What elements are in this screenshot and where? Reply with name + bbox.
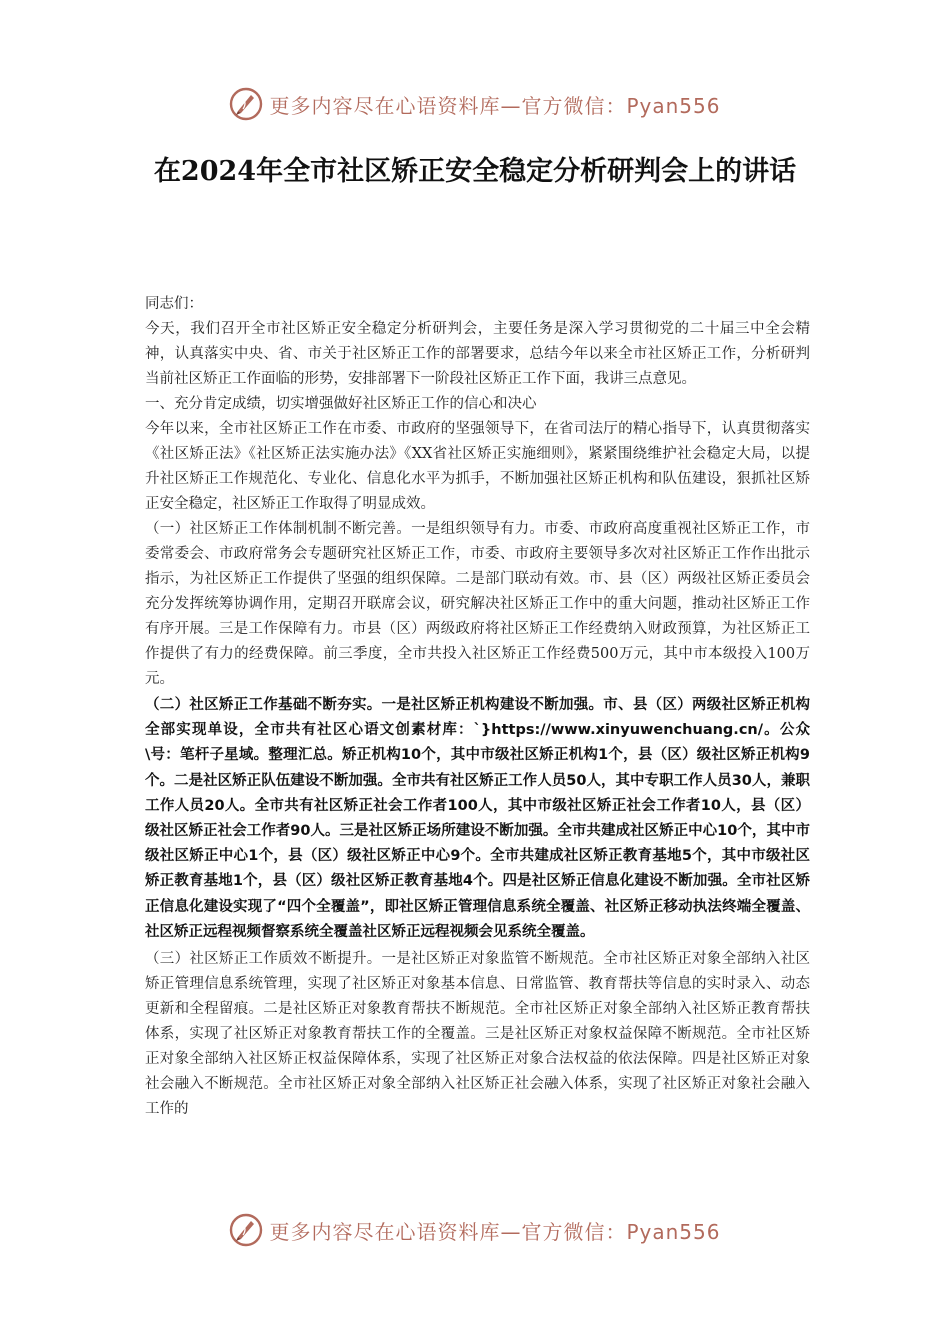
- section-heading: 一、充分肯定成绩，切实增强做好社区矫正工作的信心和决心: [145, 396, 537, 412]
- salutation: 同志们：: [145, 296, 203, 312]
- brand-logo-icon: [229, 87, 263, 121]
- body-paragraph: （三）社区矫正工作质效不断提升。一是社区矫正对象监管不断规范。全市社区矫正对象全部纳入社区矫正管理信息系统管理，实现了社区矫正对象基本信息、日常监管、教育帮扶等信息的实时录入、动态更新和全程留痕。二是社区矫正对象教育帮扶不断规范。全市社区矫正对象全部纳入社区矫正教育帮扶体系，实现了社区矫正对象教育帮扶工作的全覆盖。三是社区矫正对象权益保障不断规范。全市社区矫正对象全部纳入社区矫正权益保障体系，实现了社区矫正对象合法权益的依法保障。四是社区矫正对象社会融入不断规范。全市社区矫正对象全部纳入社区矫正社会融入体系，实现了社区矫正对象社会融入工作的: [145, 951, 810, 1118]
- top-banner: [0, 82, 950, 126]
- brand-logo-icon: [229, 1213, 263, 1247]
- body-paragraph: （一）社区矫正工作体制机制不断完善。一是组织领导有力。市委、市政府高度重视社区矫正工作，市委常委会、市政府常务会专题研究社区矫正工作，市委、市政府主要领导多次对社区矫正工作作出批示指示，为社区矫正工作提供了坚强的组织保障。二是部门联动有效。市、县（区）两级社区矫正委员会充分发挥统筹协调作用，定期召开联席会议，研究解决社区矫正工作中的重大问题，推动社区矫正工作有序开展。三是工作保障有力。市县（区）两级政府将社区矫正工作经费纳入财政预算，为社区矫正工作提供了有力的经费保障。前三季度，全市共投入社区矫正工作经费500万元，其中市本级投入100万元。: [145, 521, 810, 687]
- bottom-banner: [0, 1208, 950, 1252]
- banner-text: 更多内容尽在心语资料库—官方微信：Pyan556: [269, 93, 721, 118]
- intro-paragraph: 今天，我们召开全市社区矫正安全稳定分析研判会，主要任务是深入学习贯彻党的二十届三中全会精神，认真落实中央、省、市关于社区矫正工作的部署要求，总结今年以来全市社区矫正工作，分析研判当前社区矫正工作面临的形势，安排部署下一阶段社区矫正工作下面，我讲三点意见。: [145, 321, 810, 387]
- document-body: [145, 292, 810, 1122]
- body-paragraph-bold: （二）社区矫正工作基础不断夯实。一是社区矫正机构建设不断加强。市、县（区）两级社区矫正机构全部实现单设，全市共有社区心语文创素材库：`}https://www.xinyuwenchuang.cn/。公众\号：笔杆子星域。整理汇总。矫正机构10个，其中市级社区矫正机构1个，县（区）级社区矫正机构9个。二是社区矫正队伍建设不断加强。全市共有社区矫正工作人员50人，其中专职工作人员30人，兼职工作人员20人。全市共有社区矫正社会工作者100人，其中市级社区矫正社会工作者10人，县（区）级社区矫正社会工作者90人。三是社区矫正场所建设不断加强。全市共建成社区矫正中心10个，其中市级社区矫正中心1个，县（区）级社区矫正中心9个。全市共建成社区矫正教育基地5个，其中市级社区矫正教育基地1个，县（区）级社区矫正教育基地4个。四是社区矫正信息化建设不断加强。全市社区矫正信息化建设实现了“四个全覆盖”，即社区矫正管理信息系统全覆盖、社区矫正移动执法终端全覆盖、社区矫正远程视频督察系统全覆盖社区矫正远程视频会见系统全覆盖。: [145, 697, 810, 940]
- page-title: 在2024年全市社区矫正安全稳定分析研判会上的讲话: [153, 156, 797, 187]
- body-paragraph: 今年以来，全市社区矫正工作在市委、市政府的坚强领导下，在省司法厅的精心指导下，认真贯彻落实《社区矫正法》《社区矫正法实施办法》《XX省社区矫正实施细则》，紧紧围绕维护社会稳定大局，以提升社区矫正工作规范化、专业化、信息化水平为抓手，不断加强社区矫正机构和队伍建设，狠抓社区矫正安全稳定，社区矫正工作取得了明显成效。: [145, 421, 810, 512]
- banner-text: 更多内容尽在心语资料库—官方微信：Pyan556: [269, 1219, 721, 1244]
